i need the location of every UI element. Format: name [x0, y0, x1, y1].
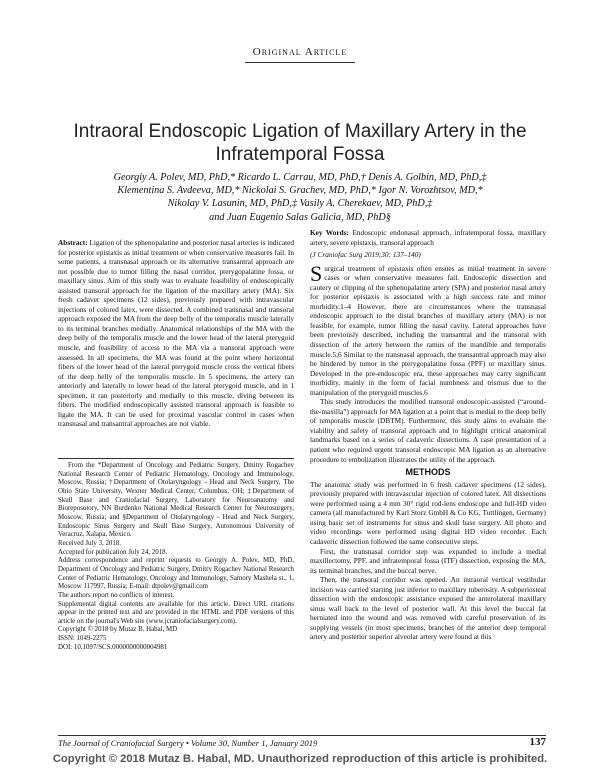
methods-paragraph: The anatomic study was performed in 6 fresh cadaver specimens (12 sides), previously prepared with intravascular injection of colored latex. All dissections were performed using a 4 mm 30° rigid rod-lens endoscope and full-HD video camera (all manufactured by Karl Storz GmbH & Co KG, Tuttlingen, Germany) using basic set of instruments for sinus and skull base surgery. All photo and video recordings were performed using digital HD video recorder. Each cadaveric dissection followed the same consecutive steps. — [310, 479, 546, 546]
journal-footer: The Journal of Craniofacial Surgery • Volume 30, Number 1, January 2019 — [58, 738, 318, 748]
author-line: and Juan Eugenio Salas Galicia, MD, PhD§ — [209, 211, 391, 223]
keywords-label: Key Words: — [310, 228, 349, 237]
abstract-label: Abstract: — [58, 238, 88, 247]
copyright-notice: Copyright © 2018 Mutaz B. Habal, MD. Unauthorized reproduction of this article is prohibited. — [52, 753, 548, 765]
footnote-doi: DOI: 10.1097/SCS.0000000000004981 — [58, 643, 168, 651]
intro-paragraph-2: This study introduces the modified transoral endoscopic-assisted (“around-the-maxilla”) approach for MA ligation at a point that is medial to the deep belly of temporalis muscle (DBTM). Furthermore, this study aims to evaluate the viability and safety of transoral approach and to highlight critical anatomical landmarks based on a series of cadaveric dissections. A case presentation of a patient who required urgent transoral endoscopic MA ligation as an alternative procedure to embolization illustrates the utility of the approach. — [310, 397, 546, 464]
keywords-text: Endoscopic endonasal approach, infratemporal fossa, maxillary artery, severe epistaxis, transoral approach — [310, 228, 546, 247]
section-divider — [245, 62, 355, 63]
abstract — [58, 238, 294, 429]
footnote-correspondence: Address correspondence and reprint requests to Georgiy A. Polev, MD, PhD, Department of Oncology and Pediatric Surgery, Dmitry Rogachev National Research Center of Pediatric Hematology, Oncology and Immunology, Samory Mashela st., 1, Moscow 117997, Russia; E-mail: dtpolev@gmail.com — [58, 557, 294, 591]
footnote-conflicts: The authors report no conflicts of interest. — [58, 591, 175, 599]
footnote-divider — [58, 458, 294, 459]
page-number: 137 — [529, 736, 546, 748]
footnote-copyright: Copyright © 2018 by Mutaz B. Habal, MD — [58, 626, 178, 634]
methods-paragraph-3: Then, the transoral corridor was opened. An intraoral vertical vestibular incision was carried starting just inferior to maxillary tuberosity. A subperiosteal dissection with the endoscopic assistance exposed the anterolateral maxillary sinus wall back to the level of posterior wall. At this level the buccal fat herniated into the wound and was removed with careful preservation of its supplying vessels (in most specimens, branches of the anterior deep temporal artery and posterior superior alveolar artery were found at this — [310, 575, 546, 642]
footnotes — [58, 462, 294, 652]
article-title: Intraoral Endoscopic Ligation of Maxillary Artery in the Infratemporal Fossa — [73, 121, 527, 165]
methods-paragraph-2: First, the transnasal corridor step was expanded to include a medial maxillectomy, PPF, and infratemporal fossa (ITF) dissection, exposing the MA, its terminal branches, and the buccal nerve. — [310, 546, 546, 575]
footnote-issn: ISSN: 1049-2275 — [58, 635, 107, 643]
right-column — [310, 228, 546, 642]
author-line: Nikolay V. Lasunin, MD, PhD,‡ Vasily A. Cherekaev, MD, PhD,‡ — [167, 198, 433, 210]
author-line: Georgiy A. Polev, MD, PhD,* Ricardo L. Carrau, MD, PhD,† Denis A. Golbin, MD, PhD,‡ — [113, 172, 487, 183]
footnote-affiliations: From the *Department of Oncology and Pediatric Surgery, Dmitry Rogachev National Research Center of Pediatric Hematology, Oncology and Immunology, Moscow, Russia; †Department of Otolaryngology - Head and Neck Surgery, The Ohio State University, Wexner Medical Center, Columbus, OH; ‡Department of Skull Base and Craniofacial Surgery, Laboratory for Neuroanatomy and Bioreposotory, NN Burdenko National Medical Research Center for Neurosurgery, Moscow, Russia; and §Department of Otolaryngology - Head and Neck Surgery, Endoscopic Sinus Surgery and Skull Base Surgery, Autonomous University of Veracruz, Xalapa, Mexico. — [58, 462, 294, 539]
methods-heading: METHODS — [405, 467, 451, 478]
footnote-supplemental: Supplemental digital contents are available for this article. Direct URL citations appear in the printed text and are provided in the HTML and PDF versions of this article on the journal's Web site (www.jcraniofacialsurgery.com). — [58, 600, 294, 625]
citation: (J Craniofac Surg 2019;30: 137–140) — [310, 250, 421, 260]
section-label: Original Article — [252, 46, 348, 58]
author-line: Klementina S. Avdeeva, MD,* Nickolai S. Grachev, MD, PhD,* Igor N. Vorozhtsov, MD,* — [117, 185, 483, 197]
abstract-text: Ligation of the sphenopalatine and posterior nasal arteries is indicated for posterior epistaxis as initial treatment or when conservative measures fail. In some patients, a transnasal approach or its alternative transantral approach are not possible due to tumor filling the nasal corridor, pterygopalatine fossa, or maxillary sinus. Aim of this study was to evaluate feasibility of endoscopically assisted transoral approach for the ligation of the maxillary artery (MA). Six fresh cadaver specimens (12 sides), previously prepared with intravascular injections of colored latex, were dissected. A combined transnasal and transoral approach exposed the MA from the deep belly of the temporalis muscle laterally to its terminal branches medially. Anatomical relationships of the MA with the deep belly of the temporalis muscle and the lower head of the lateral pterygoid muscle, and feasibility of access to the MA via a transoral approach were assessed. In all specimens, the MA was found at the point where horizontal fibers of the lower head of the lateral pterygoid muscle cross the vertical fibers of the deep belly of the temporalis muscle. In 5 specimens, the artery ran anteriorly and laterally to lower head of the lateral pterygoid muscle, and in 1 specimen, it ran posteriorly and medially to this muscle, diving between its fibers. The modified endoscopically assisted transoral approach is feasible to ligate the MA. It can be used for proximal vascular control in cases when transnasal and transantral approaches are not viable. — [58, 238, 294, 429]
intro-paragraph: urgical treatment of epistaxis often ensues as initial treatment in severe cases or when conservative measures fail. Endoscopic dissection and cautery or clipping of the sphenopalatine artery (SPA) and posterior nasal artery for posterior epistaxis is associated with a high success rate and minor morbidity.1–4 However, there are circumstances where the transnasal endoscopic approach to the distal branches of maxillary artery (MA) is not feasible, for example, tumor filling the nasal cavity. Lateral approaches have been previously described, including the transantral and the transoral with dissection of the artery between the ramus of the mandible and temporalis muscle.5,6 Similar to the transnasal approach, the transantral approach may also be hindered by tumor in the pterygopalatine fossa (PPF) or maxillary sinus. Developed in the pre-endoscopic era, these approaches may carry significant morbidity, mainly in the form of facial numbness and trismus due to the manipulation of the pterygoid muscles.6 — [310, 263, 546, 397]
dropcap: S — [310, 260, 323, 286]
footnote-received: Received July 3, 2018. — [58, 539, 121, 547]
author-list — [60, 171, 540, 224]
footer-divider — [58, 735, 546, 736]
footnote-accepted: Accepted for publication July 24, 2018. — [58, 548, 168, 556]
